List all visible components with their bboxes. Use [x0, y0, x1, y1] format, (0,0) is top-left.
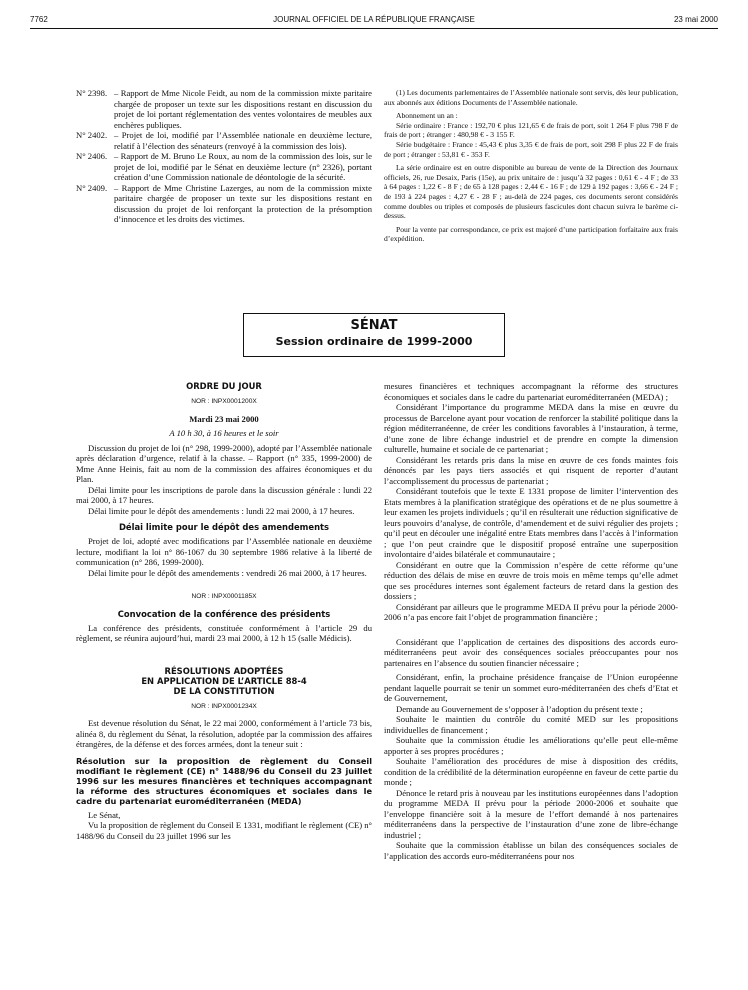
- list-item: N° 2402. – Projet de loi, modifié par l’Assemblée nationale en deuxième lecture, relatif à l’élection des sénateurs (renvoyé à la commission des lois).: [76, 130, 372, 151]
- paragraph: Délai limite pour le dépôt des amendements : vendredi 26 mai 2000, à 17 heures.: [88, 567, 367, 578]
- banner-title: SÉNAT: [350, 318, 398, 333]
- section-title: ORDRE DU JOUR: [186, 381, 262, 391]
- paragraph: Dénonce le retard pris à nouveau par les institutions européennes dans l’adoption du programme MEDA II prévu pour la période 2000-2006 et souhaite que l’enveloppe financière soit à la mesure de l’effort demandé à nos partenaires méditerranéens dans la perspective de l’instauration d’une zone de libre-échange industriel ;: [384, 787, 678, 840]
- paragraph: Considérant par ailleurs que le programme MEDA II prévu pour la période 2000-2006 n’a pas encore fait l’objet de programmation financière ;: [384, 601, 678, 622]
- left-column: [76, 381, 372, 841]
- notice-text: Série budgétaire : France : 45,43 € plus 3,35 € de frais de port, soit 298 F plus 22 F de frais de port ; étranger : 53,81 € - 353 F.: [384, 139, 678, 159]
- page-header: [30, 15, 718, 29]
- paragraph: Le Sénat,: [88, 809, 121, 820]
- journal-title: JOURNAL OFFICIEL DE LA RÉPUBLIQUE FRANÇAISE: [273, 15, 475, 24]
- list-item: N° 2406. – Rapport de M. Bruno Le Roux, au nom de la commission des lois, sur le projet de loi, modifié par le Sénat en deuxième lecture (n° 2326), portant création d’une Commission nationale de déontologie de la sécurité.: [76, 151, 372, 182]
- nor-reference: NOR : INPX0001200X: [191, 398, 257, 405]
- header-rule: [30, 28, 718, 29]
- paragraph: Considérant, enfin, la prochaine présidence française de l’Union européenne pendant laquelle pourrait se tenir un sommet euro-méditerranéen des chefs d’Etat et de Gouvernement,: [384, 672, 678, 703]
- paragraph: Considérant les retards pris dans la mise en œuvre de ces fonds maintes fois dénoncés par les pays tiers associés et qui risquent de reporter d’autant l’accomplissement du processus de partenariat ;: [384, 454, 678, 486]
- notice-text: (1) Les documents parlementaires de l’Assemblée nationale sont servis, dès leur publication, aux abonnés aux éditions Documents de l’Assemblée nationale.: [384, 88, 678, 107]
- notice-text: La série ordinaire est en outre disponible au bureau de vente de la Direction des Journaux officiels, 26, rue Desaix, Paris (15e), au prix unitaire de : jusqu’à 32 pages : 0,61 € - 4 F ; de 33 à 64 pages : 1,22 € - 8 F ; de 65 à 128 pages : 2,44 € - 16 F ; de 129 à 192 pages : 3,66 € - 24 F ; de 193 à 224 pages : 4,27 € - 28 F ; au-delà de 224 pages, ces documents seront considérés comme doubles ou triples et composés de plusieurs fascicules dont chacun suivra le barème ci-dessus.: [384, 163, 678, 221]
- paragraph: mesures financières et techniques accompagnant la réforme des structures économiques et sociales dans le cadre du partenariat euroméditerranéen (MEDA) ;: [384, 381, 678, 402]
- issue-date: 23 mai 2000: [673, 15, 718, 24]
- paragraph: Souhaite le maintien du contrôle du comité MED sur les propositions individuelles de financement ;: [384, 714, 678, 735]
- paragraph: Souhaite l’amélioration des procédures de mise à disposition des crédits, condition de la crédibilité de la détermination européenne en faveur de cette partie du monde ;: [384, 756, 678, 787]
- paragraph: Demande au Gouvernement de s’opposer à l’adoption du présent texte ;: [396, 703, 643, 714]
- paragraph: Délai limite pour le dépôt des amendements : lundi 22 mai 2000, à 17 heures.: [88, 505, 355, 516]
- notice-text: Abonnement un an :: [396, 111, 458, 121]
- banner-subtitle: Session ordinaire de 1999-2000: [275, 335, 473, 348]
- paragraph: Considérant toutefois que le texte E 1331 propose de limiter l’intervention des Etats membres à la planification stratégique des opérations et de ne plus soumettre à leur examen les projets individuels ; qu’il en résulterait une réduction significative de leurs pouvoirs d’analyse, de contrôle, d’amendement et de suivi régulier des projets ; qu’il peut en découler une inégalité entre Etats membres dans l’accès à l’information ; que l’on peut craindre que le dispositif proposé entraîne une superposition involontaire d’aides bilatérale et communautaire ;: [384, 486, 678, 559]
- page-number: 7762: [30, 15, 48, 24]
- paragraph: Discussion du projet de loi (n° 298, 1999-2000), adopté par l’Assemblée nationale après déclaration d’urgence, relatif à la chasse. – Rapport (n° 335, 1999-2000) de Mme Anne Heinis, fait au nom de la commission des affaires économiques et du Plan.: [76, 442, 372, 484]
- notice-text: Série ordinaire : France : 192,70 € plus 121,65 € de frais de port, soit 1 264 F plus 798 F de frais de port ; étranger : 480,98 € - 3 155 F.: [384, 120, 678, 140]
- paragraph: Considérant l’importance du programme MEDA dans la mise en œuvre du processus de Barcelone ayant pour vocation de renforcer la stabilité politique dans la région méditerranéenne, de créer les conditions favorables à l’instauration, à terme, d’une zone de libre échange industriel et de prendre en compte la dimension culturelle, humaine et sociale de ce partenariat ;: [384, 402, 678, 454]
- senate-banner: [243, 313, 505, 357]
- paragraph: Considérant que l’application de certaines des dispositions des accords euro-méditerranéens peut avoir des conséquences sociales préoccupantes pour nos partenaires en l’absence du soutien financier nécessaire ;: [384, 636, 678, 668]
- list-item: N° 2409. – Rapport de Mme Christine Lazerges, au nom de la commission mixte paritaire chargée de proposer un texte sur les dispositions restant en discussion du projet de loi renforçant la protection de la présomption d’innocence et les droits des victimes.: [76, 182, 372, 224]
- resolution-title: Résolution sur la proposition de règlement du Conseil modifiant le règlement (CE) n° 1488/96 du Conseil du 23 juillet 1996 sur les mesures financières et techniques accompagnant la réforme des structures économiques et sociales dans le cadre du partenariat euroméditerranéen (MEDA): [76, 755, 372, 806]
- nor-reference: NOR : INPX0001185X: [191, 593, 257, 600]
- right-column: [384, 381, 678, 861]
- paragraph: Souhaite que la commission établisse un bilan des conséquences sociales de l’application des accords euro-méditerranéens pour nos: [384, 840, 678, 861]
- paragraph: Projet de loi, adopté avec modifications par l’Assemblée nationale en deuxième lecture, modifiant la loi n° 86-1067 du 30 septembre 1986 relative à la liberté de communication (n° 286, 1999-2000).: [76, 536, 372, 567]
- subscription-notice: [384, 88, 678, 244]
- paragraph: Considérant en outre que la Commission n’espère de cette réforme qu’une réduction des délais de mise en œuvre de trois mois en même temps qu’elle admet que ses procédures internes sont également facteurs de retard dans la gestion des dossiers ;: [384, 559, 678, 601]
- paragraph: Vu la proposition de règlement du Conseil E 1331, modifiant le règlement (CE) n° 1488/96 du Conseil du 23 juillet 1996 sur les: [76, 820, 372, 841]
- paragraph: Est devenue résolution du Sénat, le 22 mai 2000, conformément à l’article 73 bis, alinéa 8, du règlement du Sénat, la résolution, adoptée par la commission des affaires étrangères, de la défense et des forces armées, dont la teneur suit :: [76, 718, 372, 749]
- paragraph: La conférence des présidents, constituée conformément à l’article 29 du règlement, se réunira aujourd’hui, mardi 23 mai 2000, à 12 h 15 (salle Médicis).: [76, 622, 372, 643]
- paragraph: Souhaite que la commission étudie les améliorations qu’elle peut elle-même apporter à ses propres procédures ;: [384, 735, 678, 756]
- nor-reference: NOR : INPX0001234X: [191, 702, 257, 710]
- list-item: N° 2398. – Rapport de Mme Nicole Feidt, au nom de la commission mixte paritaire chargée de proposer un texte sur les dispositions restant en discussion du projet de loi portant réglementation des ventes volontaires de meubles aux enchères publiques.: [76, 88, 372, 130]
- section-title: Délai limite pour le dépôt des amendements: [118, 522, 330, 532]
- section-title: RÉSOLUTIONS ADOPTÉES: [164, 665, 284, 676]
- notice-text: Pour la vente par correspondance, ce prix est majoré d’une participation forfaitaire aux frais d’expédition.: [384, 224, 678, 244]
- session-date: Mardi 23 mai 2000: [189, 413, 259, 424]
- section-title: Convocation de la conférence des présidents: [117, 608, 331, 619]
- session-time: A 10 h 30, à 16 heures et le soir: [169, 428, 279, 438]
- paragraph: Délai limite pour les inscriptions de parole dans la discussion générale : lundi 22 mai 2000, à 17 heures.: [76, 484, 372, 505]
- document-list: [76, 88, 372, 225]
- section-title: EN APPLICATION DE L’ARTICLE 88-4: [141, 675, 307, 686]
- section-title: DE LA CONSTITUTION: [173, 685, 275, 696]
